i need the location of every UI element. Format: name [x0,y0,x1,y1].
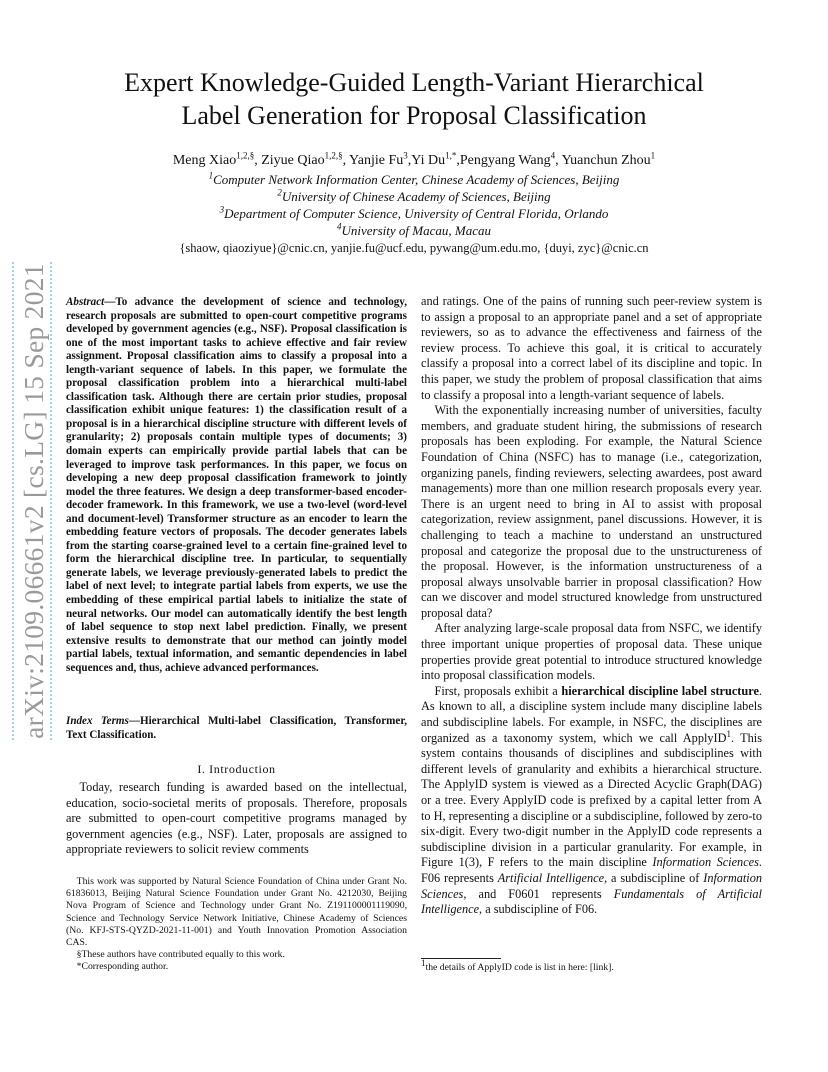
text-run: . This system contains thousands of disciplines and subdisciplines with different levels of granularity and exhibits a hierarchical structure. The ApplyID system is viewed as a Directed Acyclic Graph(DAG) or a tree. Every ApplyID code is prefixed by a capital letter from A to H, representing a discipline or a subdiscipline, followed by zero-to six-digit. Every two-digit number in the ApplyID code represents a subdiscipline division in a particular granularity. For example, in Figure 1(3), F refers to the main discipline [421,730,762,870]
footnote-funding: This work was supported by Natural Science Foundation of China under Grant No. 61836013, Beijing Natural Science Foundation under Grant No. 4212030, Beijing Nova Program of Science and Technology under Grant No. Z191100001119090, Science and Technology Service Network Initiative, Chinese Academy of Sciences (No. KFJ-STS-QYZD-2021-11-001) and Youth Innovation Promotion Association CAS. [66,876,407,949]
author-sup: 3 [403,150,408,161]
right-paragraph-4 [421,684,762,918]
author-sup: 4 [550,150,556,161]
footnote-equal-contribution: §These authors have contributed equally to this work. [76,949,285,961]
footnote-marker[interactable]: 1 [726,728,732,739]
author-list [60,152,768,170]
index-terms [66,715,407,742]
author-sup: 1,2,§ [324,150,343,161]
affiliation-1 [60,172,768,188]
index-terms-body: —Hierarchical Multi-label Classification, Transformer, Text Classification. [66,715,407,741]
italic-term: Information Sciences [421,870,763,901]
author-name: ,Yi Du [407,153,446,168]
author-sup: 1,* [445,150,457,161]
footnotes-left [66,876,407,974]
title-line-2: Label Generation for Proposal Classification [181,101,647,130]
right-column [421,294,762,918]
abstract-body: —To advance the development of science and technology, research proposals are submitted to open-court competitive programs developed by government agencies (e.g., NSF). Proposal classification is one of the most important tasks to achieve effective and fair review assignment. Proposal classification aims to classify a proposal into a length-variant sequence of labels. In this paper, we formulate the proposal classification problem into a hierarchical multi-label classification task. Although there are certain prior studies, proposal classification exhibit unique features: 1) the classification result of a proposal is in a hierarchical discipline structure with different levels of granularity; 2) proposals contain multiple types of documents; 3) domain experts can empirically provide partial labels that can be leveraged to improve task performances. In this paper, we focus on developing a new deep proposal classification framework to jointly model the three features. We design a deep transformer-based encoder-decoder framework. In this framework, we use a two-level (word-level and document-level) Transformer structure as an encoder to learn the embedding feature vectors of proposals. The decoder generates labels from the starting coarse-grained level to a certain fine-grained level to form the hierarchical discipline tree. In particular, to sequentially generate labels, we leverage previously-generated labels to predict the label of next level; to integrate partial labels from experts, we use the embedding of these empirical partial labels to initialize the state of neural networks. Our model can automatically identify the best length of label sequence to stop next label prediction. Finally, we present extensive results to demonstrate that our method can jointly model partial labels, textual information, and semantic dependencies in label sequences and, thus, achieve advanced performances. [66,296,407,674]
author-sup: 1,2,§ [236,150,255,161]
text-run: First, proposals exhibit a [434,683,562,698]
right-paragraph-3: After analyzing large-scale proposal data from NSFC, we identify three important unique properties of proposal data. These unique properties provide great potential to introduce structured knowledge into proposal classification models. [421,621,762,683]
author-name: ,Pengyang Wang [456,153,551,168]
affiliation-text: Department of Computer Science, University of Central Florida, Orlando [224,206,609,221]
text-run: . As known to all, a discipline system include many discipline labels and subdiscipline labels. For example, in NSFC, the disciplines are organized as a taxonomy system, which we call ApplyID [421,683,762,745]
abstract [66,296,407,675]
author-name: Meng Xiao [172,153,237,168]
italic-term: Artificial Intelligence [497,870,605,885]
italic-term: Information Sciences [652,855,759,870]
affiliation-num: 1 [208,170,214,181]
author-name: , Ziyue Qiao [254,153,325,168]
affiliation-num: 4 [337,221,342,232]
affiliation-text: Computer Network Information Center, Chinese Academy of Sciences, Beijing [213,172,620,187]
italic-term: Fundamentals of Artificial Intelligence [421,886,762,917]
right-paragraph-1: and ratings. One of the pains of running such peer-review system is to assign a proposal to an appropriate panel and a set of appropriate reviewers, so as to advance the effectiveness and fairness of the review process. To achieve this goal, it is critical to accurately classify a proposal into a correct label of its discipline and topic. In this paper, we study the problem of proposal classification that aims to classify a proposal into a length-variant sequence of labels. [421,294,762,402]
affiliation-4 [60,223,768,239]
arxiv-identifier-stamp[interactable] [16,262,52,740]
right-paragraph-2: With the exponentially increasing number of universities, faculty members, and graduate student hiring, the submissions of research proposals has been exploding. For example, the Natural Science Foundation of China (NSFC) has to manage (i.e., categorization, organizing panels, finding reviewers, selecting awardees, post award managements) more than one million research proposals every year. There is an urgent need to bring in AI to assist with proposal categorization, review assignment, panel discussions. However, it is challenging to teach a machine to understand an unstructured proposal and categorize the proposal due to the unstructureness of the proposal. However, is the information unstructureness of a proposal always unsolvable barrier in proposal classification? How can we discover and model structured knowledge from unstructured proposal data? [421,403,762,620]
affiliation-num: 2 [277,187,282,198]
affiliation-2 [60,189,768,205]
affiliation-text: University of Chinese Academy of Sciences, Beijing [281,189,551,204]
footnote-text[interactable]: the details of ApplyID code is list in here: [link]. [425,962,614,973]
text-run: , and F0601 represents [463,886,614,901]
footnote-corresponding-author: *Corresponding author. [76,961,169,973]
text-run: , a subdiscipline of F06. [479,902,598,917]
author-emails[interactable]: {shaow, qiaoziyue}@cnic.cn, yanjie.fu@ucf.edu, pywang@um.edu.mo, {duyi, zyc}@cnic.cn [179,241,649,255]
author-name: , Yanjie Fu [342,153,404,168]
author-sup: 1 [650,150,656,161]
author-name: , Yuanchun Zhou [555,153,651,168]
text-run: , a subdiscipline of [604,870,704,885]
abstract-label: Abstract [66,296,105,308]
bold-term: hierarchical discipline label structure [561,683,759,698]
footnote-number: 1 [421,957,426,968]
footnote-applyid [421,957,762,974]
text-run: . F06 represents [421,855,762,885]
section-heading-introduction: I. Introduction [197,762,276,776]
affiliation-3 [60,206,768,222]
title-line-1: Expert Knowledge-Guided Length-Variant Hierarchical [124,68,704,97]
intro-paragraph-1: Today, research funding is awarded based on the intellectual, education, socio-societal merits of proposals. Therefore, proposals are submitted to open-court competitive programs managed by government agencies (e.g., NSF). Later, proposals are assigned to appropriate reviewers to solicit review comments [66,780,407,857]
footnote-rule [421,958,501,959]
index-terms-label: Index Terms [66,715,129,727]
arxiv-stamp-text: arXiv:2109.06661v2 [cs.LG] 15 Sep 2021 [18,263,49,739]
paper-title [60,66,768,132]
affiliation-text: University of Macau, Macau [341,223,491,238]
affiliation-num: 3 [219,204,225,215]
